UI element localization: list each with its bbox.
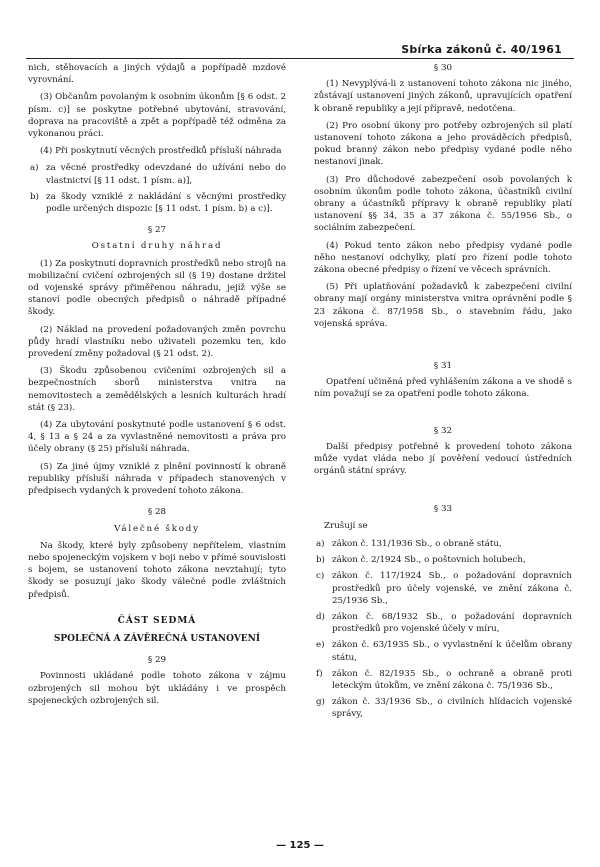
list-label: a) bbox=[30, 163, 39, 174]
list-item bbox=[314, 554, 572, 566]
section-number: § 28 bbox=[147, 507, 167, 518]
list-item bbox=[314, 538, 572, 550]
list-text: zákon č. 68/1932 Sb., o požadování dopravních prostředků pro vojenské účely v míru, bbox=[332, 611, 572, 635]
list-label: b) bbox=[316, 555, 325, 566]
page-number: — 125 — bbox=[276, 840, 324, 851]
list-text: zákon č. 63/1935 Sb., o vyvlastnění k účelům obrany státu, bbox=[332, 640, 572, 663]
paragraph: Další předpisy potřebné k provedení tohoto zákona může vydat vláda nebo jí pověření vedoucí ústředních orgánů státní správy. bbox=[314, 441, 572, 477]
list-label: b) bbox=[30, 191, 39, 202]
list-item bbox=[314, 668, 572, 692]
paragraph: (1) Nevyplývá-li z ustanovení tohoto zákona nic jiného, zůstávají ustanovení jiných zákonů, upravujících opatření k obraně republiky a její přípravě, nedotčena. bbox=[314, 79, 572, 114]
list-text: zákon č. 33/1936 Sb., o civilních hlídacích vojenské správy, bbox=[332, 697, 572, 720]
list-item bbox=[314, 639, 572, 663]
paragraph: Opatření učiněná před vyhlášením zákona a ve shodě s ním považují se za opatření podle tohoto zákona. bbox=[314, 377, 572, 400]
paragraph: Na škody, které byly způsobeny nepřítelem, vlastním nebo spojeneckým vojskem v boji nebo v přímé souvislosti s bojem, se ustanovení tohoto zákona nevztahují; tyto škody se posuzují jako škody válečné podle zvláštních předpisů. bbox=[28, 540, 286, 600]
section-number: § 27 bbox=[147, 225, 167, 236]
paragraph: (3) Pro důchodové zabezpečení osob povolaných k osobním úkonům podle tohoto zákona, účastníků civilní obrany a účastníků přípravy k obraně republiky platí ustanovení §§ 34, 35 a 37 zákona č. 55/1956 Sb., o sociálním zabezpečení. bbox=[314, 174, 572, 234]
paragraph: (2) Pro osobní úkony pro potřeby ozbrojených sil platí ustanovení tohoto zákona a jeho prováděcích předpisů, pokud branný zákon nebo předpisy vydané podle něho nestanoví jinak. bbox=[314, 120, 572, 168]
paragraph: (4) Za ubytování poskytnuté podle ustanovení § 6 odst. 4, § 13 a § 24 a za vyvlastněné nemovitosti a práva pro účely obrany (§ 25) přísluší náhrada. bbox=[28, 420, 286, 455]
part-heading: ČÁST SEDMÁ bbox=[117, 615, 197, 626]
list-text: zákon č. 117/1924 Sb., o požadování dopravních prostředků pro účely vojenské, ve znění zákona č. 25/1936 Sb., bbox=[332, 571, 572, 606]
section-number: § 33 bbox=[433, 504, 453, 515]
left-column bbox=[28, 62, 286, 712]
paragraph: (5) Za jiné újmy vzniklé z plnění povinností k obraně republiky přísluší náhrada v případech stanovených v předpisech vydaných k provedení tohoto zákona. bbox=[28, 461, 286, 497]
paragraph: (4) Při poskytnutí věcných prostředků přísluší náhrada bbox=[40, 146, 282, 157]
list-label: d) bbox=[316, 611, 325, 622]
right-column bbox=[314, 62, 572, 725]
paragraph: nich, stěhovacích a jiných výdajů a popřípadě mzdové vyrovnání. bbox=[28, 63, 286, 86]
list-item bbox=[314, 696, 572, 720]
paragraph: Povinnosti ukládané podle tohoto zákona v zájmu ozbrojených sil mohou být ukládány i ve prospěch spojeneckých ozbrojených sil. bbox=[28, 671, 286, 706]
section-number: § 29 bbox=[147, 655, 167, 666]
list-item bbox=[28, 162, 286, 186]
paragraph: Zrušují se bbox=[324, 520, 368, 531]
list-text: zákon č. 2/1924 Sb., o poštovních holubech, bbox=[332, 555, 526, 566]
list-text: zákon č. 82/1935 Sb., o ochraně a obraně proti leteckým útokům, ve znění zákona č. 75/1936 Sb., bbox=[332, 668, 572, 691]
list-label: e) bbox=[316, 640, 325, 651]
paragraph: (2) Náklad na provedení požadovaných změn povrchu půdy hradí vlastníku nebo uživateli pozemku ten, kdo provedení změny požadoval (§ 21 odst. 2). bbox=[28, 324, 286, 360]
list-label: f) bbox=[316, 668, 323, 679]
list-item bbox=[314, 611, 572, 635]
list-item bbox=[28, 191, 286, 215]
section-title: Ostatní druhy náhrad bbox=[91, 241, 223, 252]
list-label: c) bbox=[316, 571, 325, 582]
list-label: g) bbox=[316, 697, 325, 708]
section-title: Válečné škody bbox=[114, 523, 200, 534]
paragraph: (5) Při uplatňování požadavků k zabezpečení civilní obrany mají orgány ministerstva vnitra oprávnění podle § 23 zákona č. 87/1958 Sb., o stavebním řádu, jako vojenská správa. bbox=[314, 282, 572, 329]
section-number: § 32 bbox=[433, 425, 453, 436]
part-title: SPOLEČNÁ A ZÁVĚREČNÁ USTANOVENÍ bbox=[53, 633, 261, 644]
paragraph: (3) Občanům povolaným k osobním úkonům [§ 6 odst. 2 písm. c)] se poskytne potřebné ubytování, stravování, doprava na pracoviště a zpět a popřípadě též odměna za vykonanou práci. bbox=[28, 92, 286, 140]
list-item bbox=[314, 570, 572, 607]
paragraph: (4) Pokud tento zákon nebo předpisy vydané podle něho nestanoví odchylky, platí pro řízení podle tohoto zákona obecné předpisy o řízení ve věcech správních. bbox=[314, 240, 572, 276]
page-header bbox=[26, 40, 574, 59]
list-text: zákon č. 131/1936 Sb., o obraně státu, bbox=[332, 538, 502, 549]
header-title: Sbírka zákonů č. 40/1961 bbox=[401, 43, 562, 56]
list-text: za škody vzniklé z nakládání s věcnými prostředky podle určených dispozic [§ 11 odst. 1 písm. b) a c)]. bbox=[46, 191, 286, 215]
paragraph: (1) Za poskytnutí dopravních prostředků nebo strojů na mobilizační cvičení ozbrojených sil (§ 19) dostane držitel od vojenské správy přiměřenou náhradu, jejíž výše se stanoví podle obecných předpisů o náhradě případné škody. bbox=[28, 258, 286, 318]
list-label: a) bbox=[316, 538, 325, 549]
section-number: § 31 bbox=[433, 361, 453, 372]
section-number: § 30 bbox=[433, 63, 453, 73]
list-text: za věcné prostředky odevzdané do užívání nebo do vlastnictví [§ 11 odst. 1 písm. a)], bbox=[46, 163, 286, 186]
paragraph: (3) Škodu způsobenou cvičeními ozbrojených sil a bezpečnostních sborů ministerstva vnitra na nemovitostech a zemědělských a lesních kulturách hradí stát (§ 23). bbox=[28, 366, 286, 413]
